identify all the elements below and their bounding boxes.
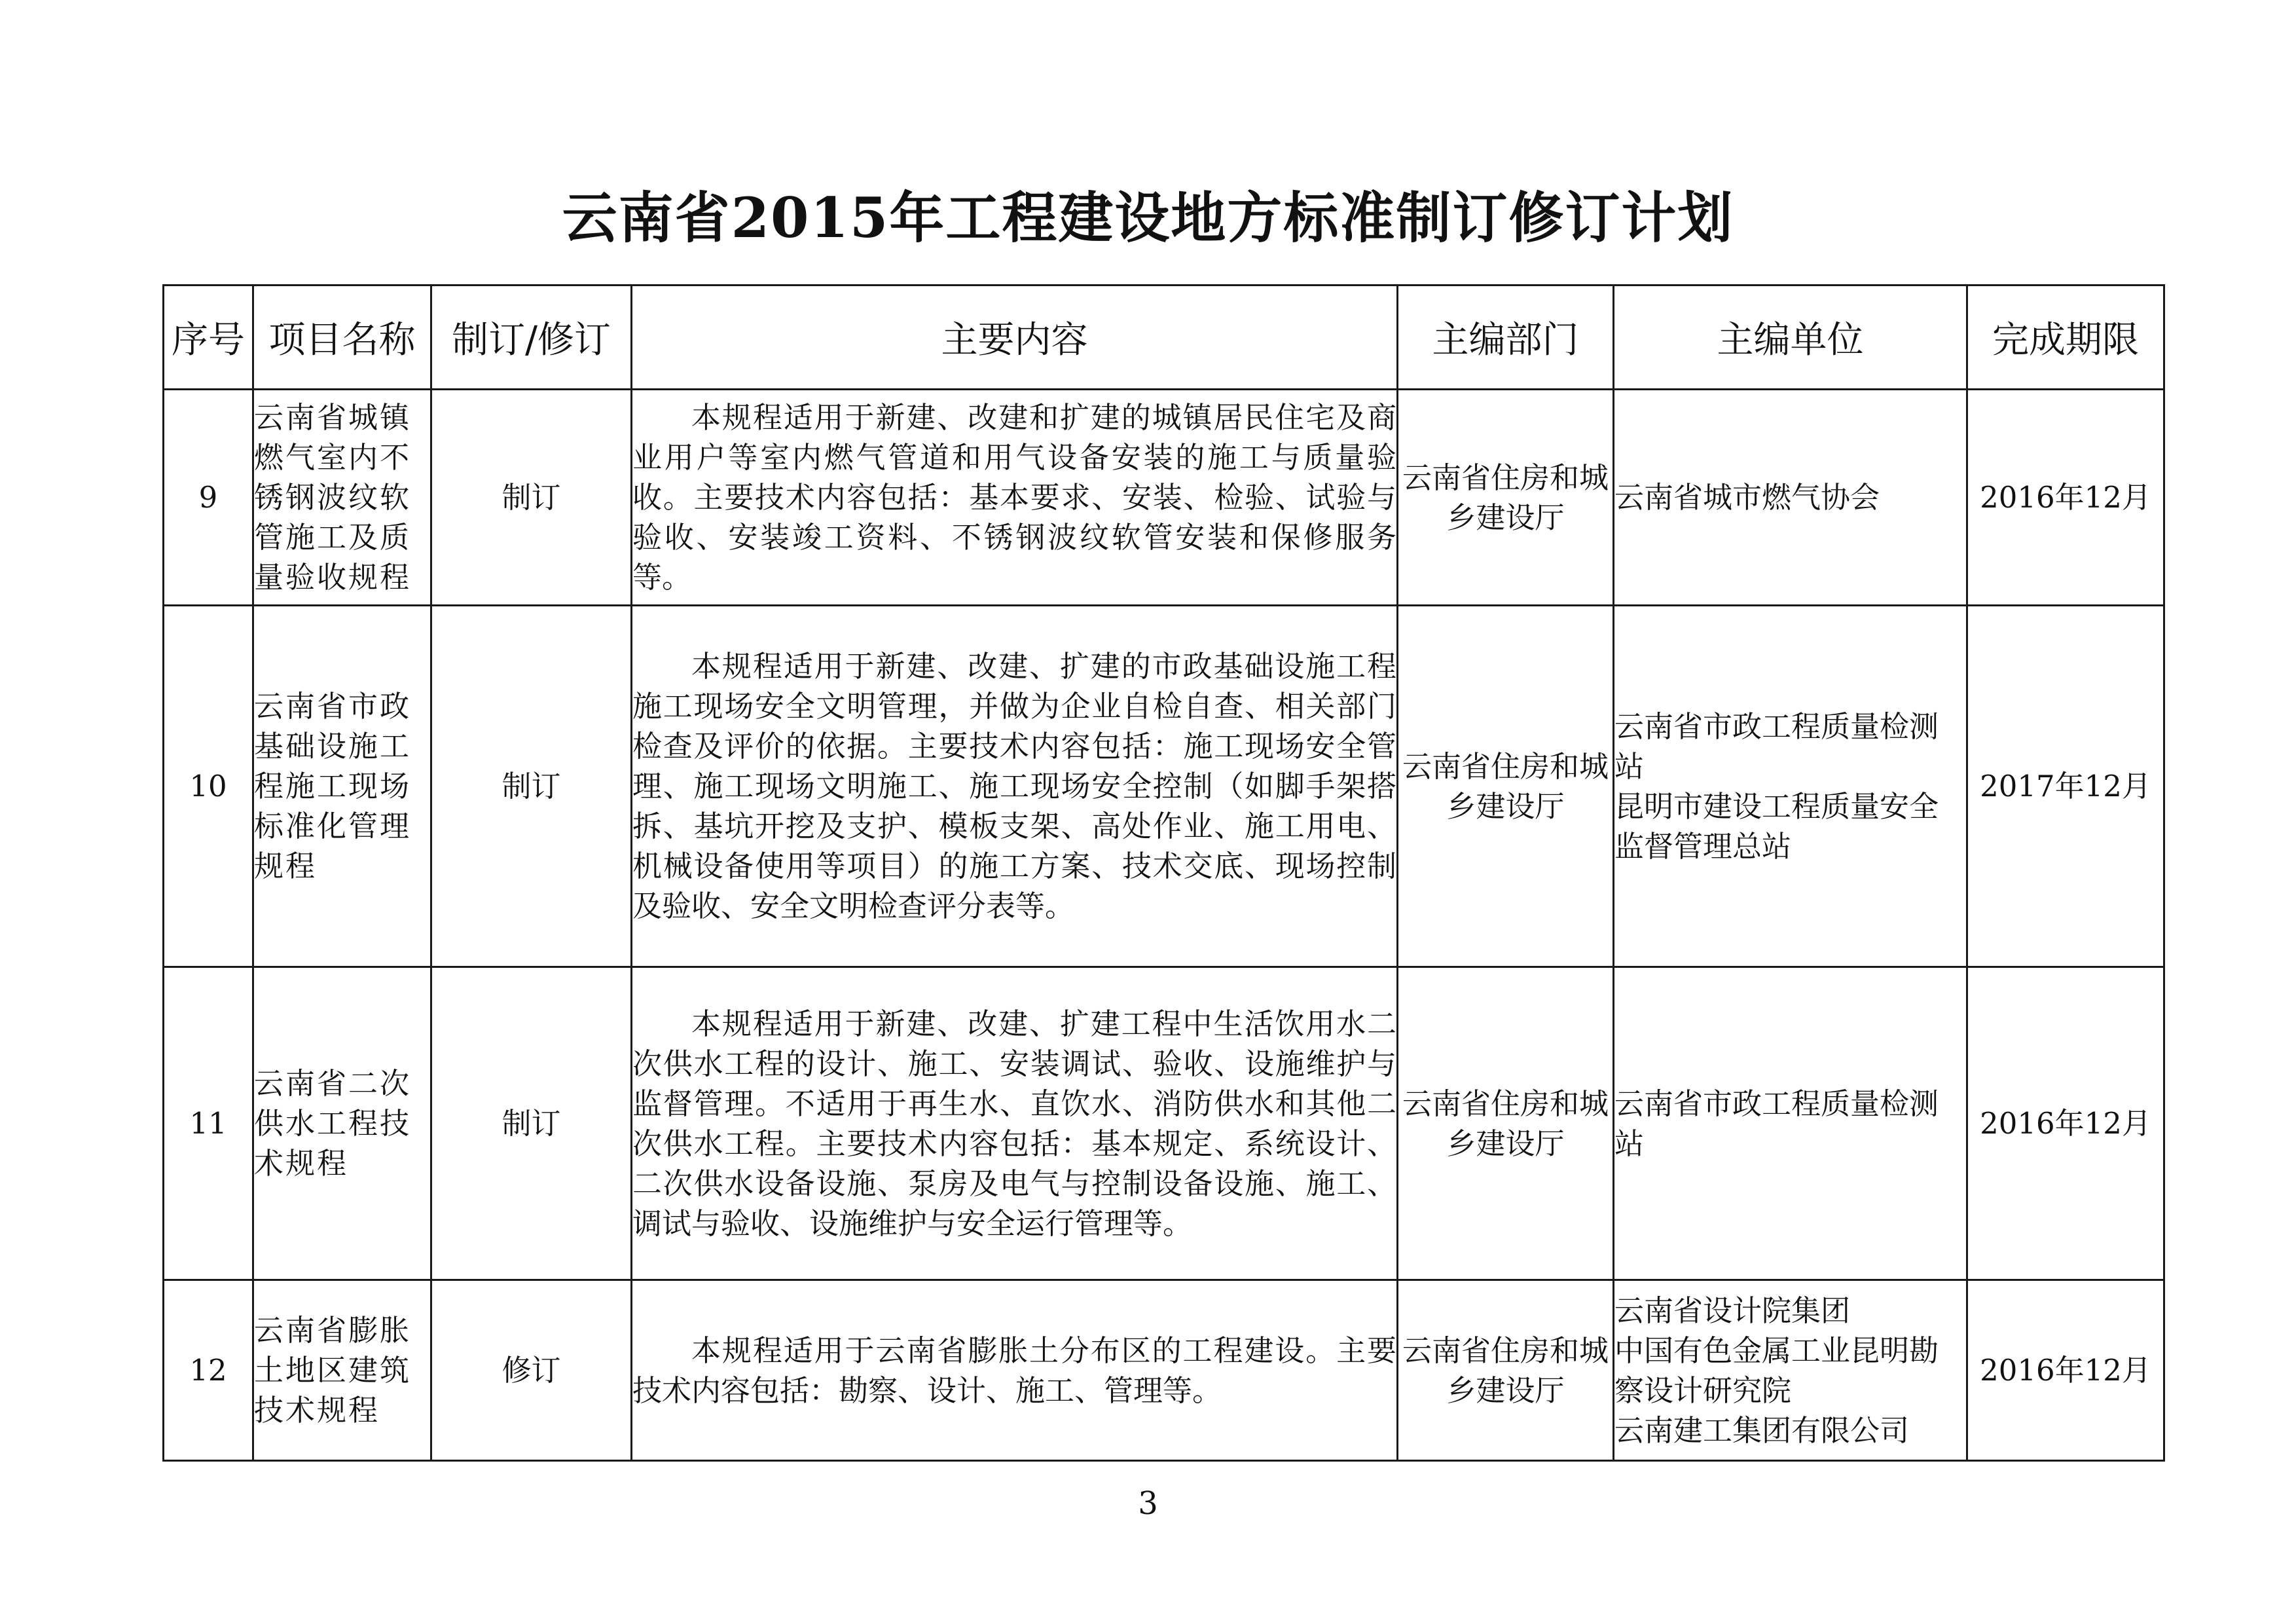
cell-unit: 云南省城市燃气协会: [1614, 390, 1967, 606]
cell-seq: 9: [164, 390, 253, 606]
header-type: 制订/修订: [431, 286, 632, 390]
cell-deadline: 2016年12月: [1967, 390, 2164, 606]
header-unit: 主编单位: [1614, 286, 1967, 390]
header-name: 项目名称: [253, 286, 431, 390]
document-title: 云南省2015年工程建设地方标准制订修订计划: [562, 185, 1734, 250]
cell-content: 本规程适用于云南省膨胀土分布区的工程建设。主要技术内容包括：勘察、设计、施工、管理等。: [632, 1280, 1398, 1461]
cell-content: 本规程适用于新建、改建和扩建的城镇居民住宅及商业用户等室内燃气管道和用气设备安装的施工与质量验收。主要技术内容包括：基本要求、安装、检验、试验与验收、安装竣工资料、不锈钢波纹软管安装和保修服务等。: [632, 390, 1398, 606]
cell-deadline: 2016年12月: [1967, 1280, 2164, 1461]
cell-unit: 云南省市政工程质量检测站 昆明市建设工程质量安全监督管理总站: [1614, 606, 1967, 967]
cell-deadline: 2016年12月: [1967, 967, 2164, 1280]
table-row: [164, 606, 2164, 967]
cell-unit: 云南省市政工程质量检测站: [1614, 967, 1967, 1280]
cell-name: 云南省市政基础设施工程施工现场标准化管理规程: [253, 606, 431, 967]
standards-plan-table: [162, 284, 2165, 1462]
table-row: [164, 967, 2164, 1280]
header-row: [164, 286, 2164, 390]
header-dept: 主编部门: [1398, 286, 1614, 390]
page-number: 3: [1138, 1485, 1158, 1522]
cell-content: 本规程适用于新建、改建、扩建的市政基础设施工程施工现场安全文明管理，并做为企业自检自查、相关部门检查及评价的依据。主要技术内容包括：施工现场安全管理、施工现场文明施工、施工现场安全控制（如脚手架搭拆、基坑开挖及支护、模板支架、高处作业、施工用电、机械设备使用等项目）的施工方案、技术交底、现场控制及验收、安全文明检查评分表等。: [632, 606, 1398, 967]
cell-seq: 12: [164, 1280, 253, 1461]
cell-dept: 云南省住房和城乡建设厅: [1398, 967, 1614, 1280]
cell-dept: 云南省住房和城乡建设厅: [1398, 606, 1614, 967]
cell-type: 制订: [431, 967, 632, 1280]
table-row: [164, 1280, 2164, 1461]
cell-content: 本规程适用于新建、改建、扩建工程中生活饮用水二次供水工程的设计、施工、安装调试、验收、设施维护与监督管理。不适用于再生水、直饮水、消防供水和其他二次供水工程。主要技术内容包括：基本规定、系统设计、二次供水设备设施、泵房及电气与控制设备设施、施工、调试与验收、设施维护与安全运行管理等。: [632, 967, 1398, 1280]
cell-type: 修订: [431, 1280, 632, 1461]
cell-name: 云南省二次供水工程技术规程: [253, 967, 431, 1280]
cell-name: 云南省膨胀土地区建筑技术规程: [253, 1280, 431, 1461]
cell-seq: 11: [164, 967, 253, 1280]
header-content: 主要内容: [632, 286, 1398, 390]
cell-unit: 云南省设计院集团 中国有色金属工业昆明勘察设计研究院 云南建工集团有限公司: [1614, 1280, 1967, 1461]
cell-deadline: 2017年12月: [1967, 606, 2164, 967]
cell-dept: 云南省住房和城乡建设厅: [1398, 390, 1614, 606]
cell-type: 制订: [431, 606, 632, 967]
cell-name: 云南省城镇燃气室内不锈钢波纹软管施工及质量验收规程: [253, 390, 431, 606]
cell-seq: 10: [164, 606, 253, 967]
header-deadline: 完成期限: [1967, 286, 2164, 390]
header-seq: 序号: [164, 286, 253, 390]
table-row: [164, 390, 2164, 606]
cell-type: 制订: [431, 390, 632, 606]
cell-dept: 云南省住房和城乡建设厅: [1398, 1280, 1614, 1461]
